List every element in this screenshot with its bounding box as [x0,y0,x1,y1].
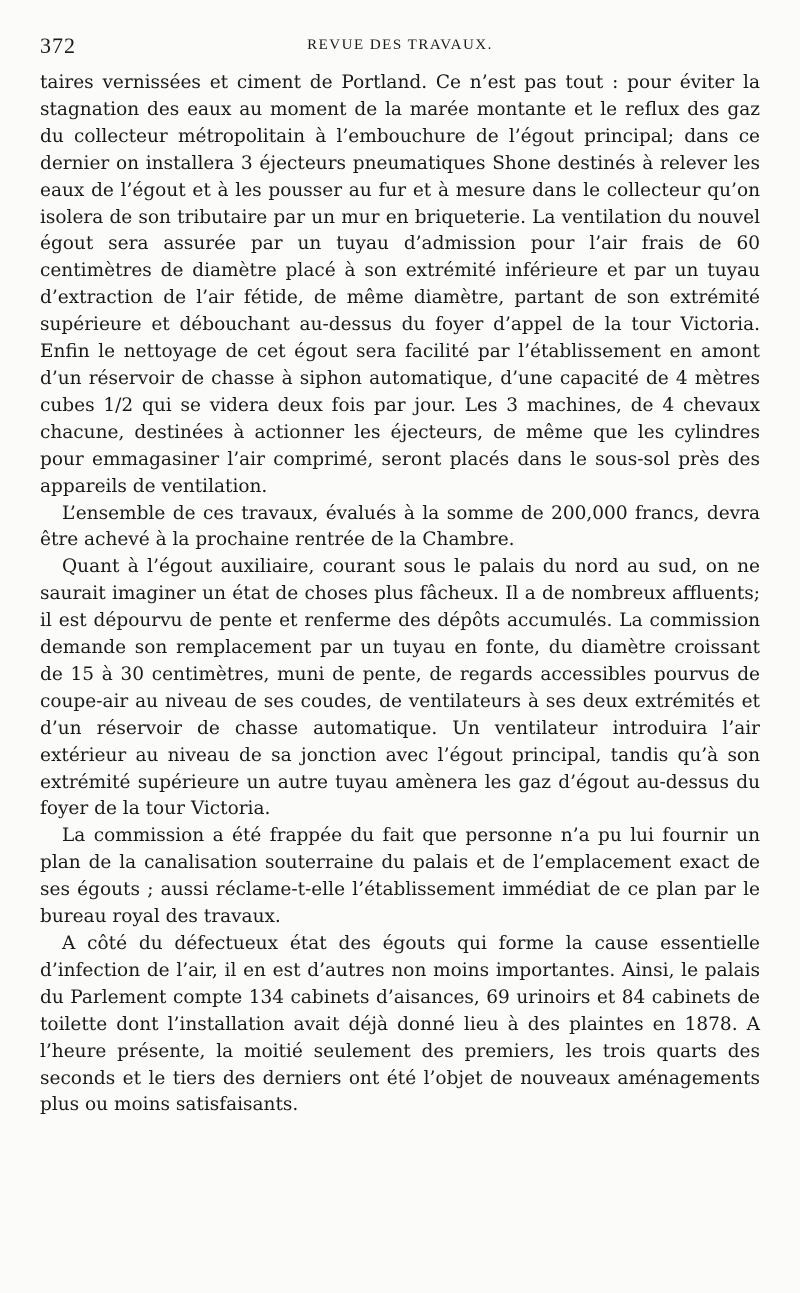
running-head: REVUE DES TRAVAUX. [307,37,493,53]
page-number: 372 [40,33,76,58]
paragraph-cost: L’ensemble de ces travaux, évalués à la somme de 200,000 francs, devra être achevé à la prochaine rentrée de la Chambre. [40,502,760,551]
paragraph-auxiliary-sewer: Quant à l’égout auxiliaire, courant sous le palais du nord au sud, on ne saurait imaginer un état de choses plus fâcheux. Il a de nombreux affluents; il est dépourvu de pente et renferme des dépôts accumulés. La commission demande son remplacement par un tuyau en fonte, du diamètre croissant de 15 à 30 centimètres, muni de pente, de regards accessibles pourvus de coupe-air au niveau de ses coudes, de ventilateurs à ses deux extrémités et d’un réservoir de chasse automatique. Un ventilateur introduira l’air extérieur au niveau de sa jonction avec l’égout principal, tandis qu’à son extrémité supérieure un autre tuyau amènera les gaz d’égout au-dessus du foyer de la tour Victoria. [40,556,760,820]
page-header [40,33,760,63]
paragraph-continuation: taires vernissées et ciment de Portland. Ce n’est pas tout : pour éviter la stagnation des eaux au moment de la marée montante et le reflux des gaz du collecteur métropolitain à l’embouchure de l’égout principal; dans ce dernier on installera 3 éjecteurs pneumatiques Shone destinés à relever les eaux de l’égout et à les pousser au fur et à mesure dans le collecteur qu’on isolera de son tributaire par un mur en briqueterie. La ventilation du nouvel égout sera assurée par un tuyau d’admission pour l’air frais de 60 centimètres de diamètre placé à son extrémité inférieure et par un tuyau d’extraction de l’air fétide, de même diamètre, partant de son extrémité supérieure et débouchant au-dessus du foyer d’appel de la tour Victoria. Enfin le nettoyage de cet égout sera facilité par l’établissement en amont d’un réservoir de chasse à siphon automatique, d’une capacité de 4 mètres cubes 1/2 qui se videra deux fois par jour. Les 3 machines, de 4 chevaux chacune, destinées à actionner les éjecteurs, de même que les cylindres pour emmagasiner l’air comprimé, seront placés dans le sous-sol près des appareils de ventilation. [40,72,760,497]
paragraph-plan: La commission a été frappée du fait que personne n’a pu lui fournir un plan de la canalisation souterraine du palais et de l’emplacement exact de ses égouts ; aussi réclame-t-elle l’établissement immédiat de ce plan par le bureau royal des travaux. [40,825,760,928]
paragraph-cabinets: A côté du défectueux état des égouts qui forme la cause essentielle d’infection de l’air, il en est d’autres non moins importantes. Ainsi, le palais du Parlement compte 134 cabinets d’aisances, 69 urinoirs et 84 cabinets de toilette dont l’installation avait déjà donné lieu à des plaintes en 1878. A l’heure présente, la moitié seulement des premiers, les trois quarts des seconds et le tiers des derniers ont été l’objet de nouveaux aménagements plus ou moins satisfaisants. [40,933,760,1116]
body-text [40,70,760,1119]
